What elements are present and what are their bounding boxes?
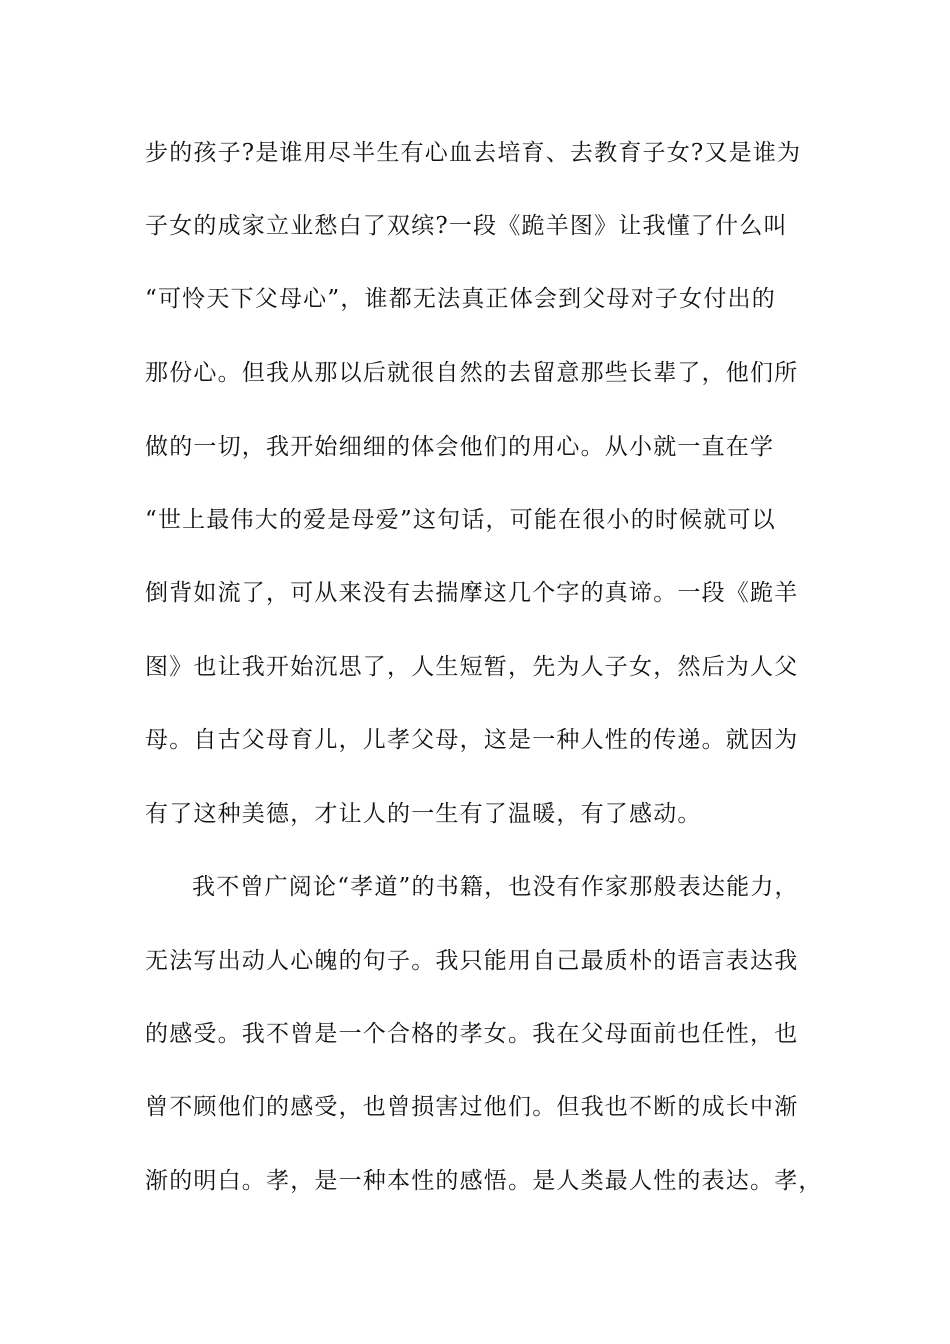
text-line: 那份心。但我从那以后就很自然的去留意那些长辈了，他们所 <box>145 360 799 386</box>
text-line: 做的一切，我开始细细的体会他们的用心。从小就一直在学 <box>145 434 775 460</box>
text-line: 渐的明白。孝，是一种本性的感悟。是人类最人性的表达。孝， <box>145 1168 823 1194</box>
text-line: 曾不顾他们的感受，也曾损害过他们。但我也不断的成长中渐 <box>145 1094 799 1120</box>
text-line: 步的孩子?是谁用尽半生有心血去培育、去教育子女?又是谁为 <box>145 140 802 166</box>
text-line: 无法写出动人心魄的句子。我只能用自己最质朴的语言表达我 <box>145 948 799 974</box>
text-line: 的感受。我不曾是一个合格的孝女。我在父母面前也任性，也 <box>145 1021 799 1047</box>
text-line: “世上最伟大的爱是母爱”这句话，可能在很小的时候就可以 <box>145 507 776 533</box>
text-line: 倒背如流了，可从来没有去揣摩这几个字的真谛。一段《跪羊 <box>145 580 799 606</box>
text-line: 有了这种美德，才让人的一生有了温暖，有了感动。 <box>145 801 702 827</box>
text-line: 母。自古父母育儿，儿孝父母，这是一种人性的传递。就因为 <box>145 727 799 753</box>
paragraph-first-line: 我不曾广阅论“孝道”的书籍，也没有作家那般表达能力， <box>192 874 799 900</box>
text-line: 图》也让我开始沉思了，人生短暂，先为人子女，然后为人父 <box>145 654 799 680</box>
text-line: 子女的成家立业愁白了双缤?一段《跪羊图》让我懂了什么叫 <box>145 213 788 239</box>
text-line: “可怜天下父母心”，谁都无法真正体会到父母对子女付出的 <box>145 286 776 312</box>
